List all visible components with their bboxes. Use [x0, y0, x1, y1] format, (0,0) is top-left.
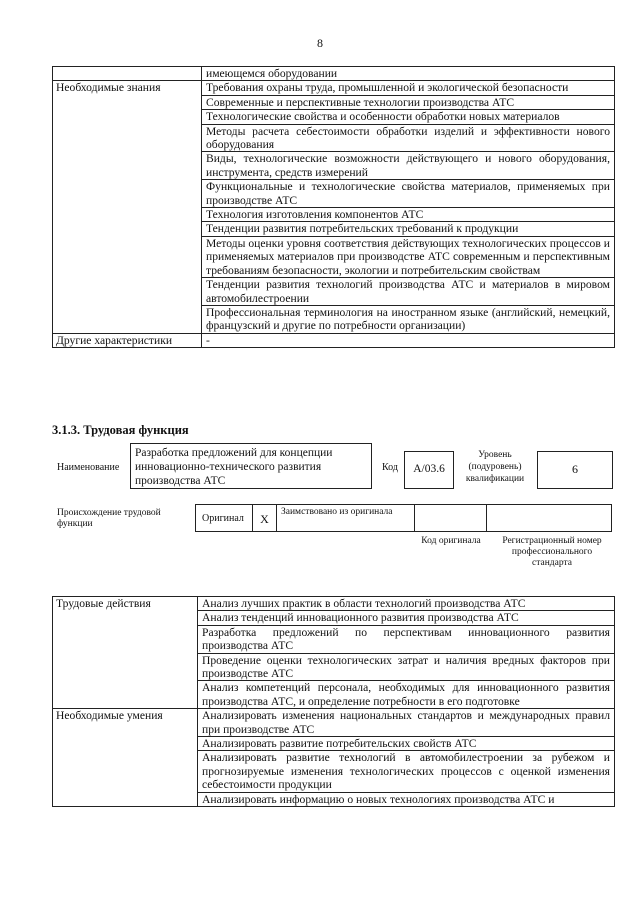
level-box [537, 451, 613, 489]
borrowed-label: Заимствовано из оригинала [281, 507, 393, 517]
table-row [53, 333, 615, 347]
table-cell: Профессиональная терминология на иностранном языке (английский, немецкий, французский и другие по потребности организации) [202, 305, 615, 333]
code-original-caption: Код оригинала [421, 536, 481, 546]
code-label: Код [382, 462, 398, 473]
reg-number-cell [487, 504, 612, 532]
section-title: 3.1.3. Трудовая функция [52, 423, 189, 437]
table-cell: Методы расчета себестоимости обработки изделий и эффективности нового оборудования [202, 124, 615, 152]
row-label-actions: Трудовые действия [53, 597, 198, 709]
table-cell: Анализировать развитие потребительских свойств АТС [198, 737, 615, 751]
reg-number-caption: Регистрационный номер профессионального стандарта [502, 536, 602, 568]
table-row [53, 709, 615, 737]
code-box [404, 451, 454, 489]
function-name-box [130, 443, 372, 489]
borrowed-cell [277, 504, 415, 532]
table-row [53, 67, 615, 81]
table-cell: Анализировать развитие технологий в автомобилестроении за рубежом и прогнозируемые изменения технологических процессов с оценкой изменения себестоимости продукции [198, 751, 615, 792]
page-number: 8 [317, 36, 323, 50]
table-cell: Анализировать информацию о новых технологиях производства АТС и [198, 792, 615, 806]
code-value: A/03.6 [413, 463, 445, 475]
table-cell: Проведение оценки технологических затрат и наличия вредных факторов при производстве АТС [198, 653, 615, 681]
level-value: 6 [572, 462, 578, 476]
table-cell: - [202, 333, 615, 347]
original-label: Оригинал [202, 513, 244, 524]
table-cell: Анализ компетенций персонала, необходимых для инновационного развития производства АТС, и определение потребности в его подготовке [198, 681, 615, 709]
table-row [53, 597, 615, 611]
table-cell: Функциональные и технологические свойства материалов, применяемых при производстве АТС [202, 180, 615, 208]
table-cell: Требования охраны труда, промышленной и экологической безопасности [202, 81, 615, 95]
table-cell: Анализировать изменения национальных стандартов и международных правил при производстве АТС [198, 709, 615, 737]
row-label-other: Другие характеристики [53, 333, 202, 347]
origin-label: Происхождение трудовой функции [57, 508, 161, 529]
row-label-knowledge: Необходимые знания [53, 81, 202, 333]
knowledge-table [52, 66, 615, 348]
table-cell: Методы оценки уровня соответствия действующих технологических процессов и применяемых материалов при производстве АТС современным и перспективным требованиям безопасности, экологии и потребительским свойствам [202, 236, 615, 277]
original-mark: X [260, 512, 269, 526]
name-label: Наименование [57, 462, 120, 473]
row-label-skills: Необходимые умения [53, 709, 198, 807]
table-cell: Разработка предложений по перспективам инновационного развития производства АТС [198, 625, 615, 653]
origin-row [195, 504, 612, 534]
code-original-cell [415, 504, 487, 532]
table-cell: Технологические свойства и особенности обработки новых материалов [202, 110, 615, 124]
table-cell: Тенденции развития потребительских требований к продукции [202, 222, 615, 236]
table-cell: Тенденции развития технологий производства АТС и материалов в мировом автомобилестроении [202, 278, 615, 306]
table-cell: Виды, технологические возможности действующего и нового оборудования, инструмента, средств измерений [202, 152, 615, 180]
level-label: Уровень (подуровень) квалификации [465, 450, 525, 484]
function-name: Разработка предложений для концепции инновационно-технического развития производства АТС [135, 447, 333, 487]
table-cell: Анализ лучших практик в области технологий производства АТС [198, 597, 615, 611]
table-cell: имеющемся оборудовании [202, 67, 615, 81]
table-cell: Современные и перспективные технологии производства АТС [202, 95, 615, 109]
original-mark-cell [253, 504, 277, 532]
original-cell [195, 504, 253, 532]
row-label [53, 67, 202, 81]
table-cell: Технология изготовления компонентов АТС [202, 208, 615, 222]
table-cell: Анализ тенденций инновационного развития производства АТС [198, 611, 615, 625]
table-row [53, 81, 615, 95]
actions-table [52, 596, 615, 807]
